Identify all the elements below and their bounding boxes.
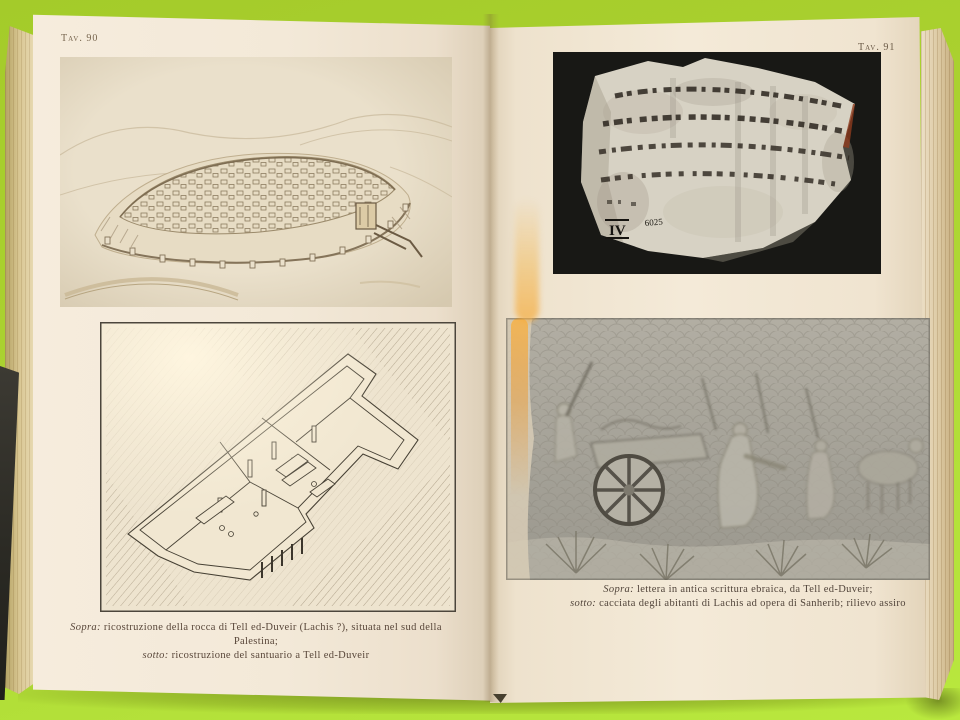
caption-left-page xyxy=(48,621,464,663)
roman-numeral-mark: IV xyxy=(609,223,626,239)
orange-glare xyxy=(511,318,528,528)
photo-glare xyxy=(102,324,455,611)
caption-line-2 xyxy=(540,597,936,611)
gutter-shadow xyxy=(483,14,499,702)
sopra-text: ricostruzione della rocca di Tell ed-Duveir (Lachis ?), situata nel sud della Palestina; xyxy=(103,622,442,647)
caption-line-1 xyxy=(540,583,936,597)
sopra-label: Sopra: xyxy=(603,584,634,595)
caption-line-1 xyxy=(48,621,464,649)
chariot-wheel xyxy=(595,456,663,524)
caption-line-2 xyxy=(48,649,464,663)
plate-number-left: Tav. 90 xyxy=(61,33,99,44)
plate-sanctuary-drawing xyxy=(100,322,456,612)
sotto-label: sotto: xyxy=(570,598,597,609)
plate-ostracon-photo xyxy=(553,52,881,274)
plate-number-right: Tav. 91 xyxy=(858,42,896,53)
plate-fortress-drawing xyxy=(60,57,452,307)
sopra-text: lettera in antica scrittura ebraica, da Tell ed-Duveir; xyxy=(636,584,873,595)
caption-right-page xyxy=(540,583,936,611)
sotto-label: sotto: xyxy=(142,650,169,661)
sotto-text: ricostruzione del santuario a Tell ed-Duveir xyxy=(171,650,370,661)
registration-number: 6025 xyxy=(644,216,664,228)
sopra-label: Sopra: xyxy=(70,622,101,633)
plate-relief-photo xyxy=(506,318,930,580)
page-glare-streak xyxy=(515,198,539,322)
book-cover-edge-left xyxy=(5,26,36,694)
sotto-text: cacciata degli abitanti di Lachis ad opera di Sanherib; rilievo assiro xyxy=(599,598,906,609)
